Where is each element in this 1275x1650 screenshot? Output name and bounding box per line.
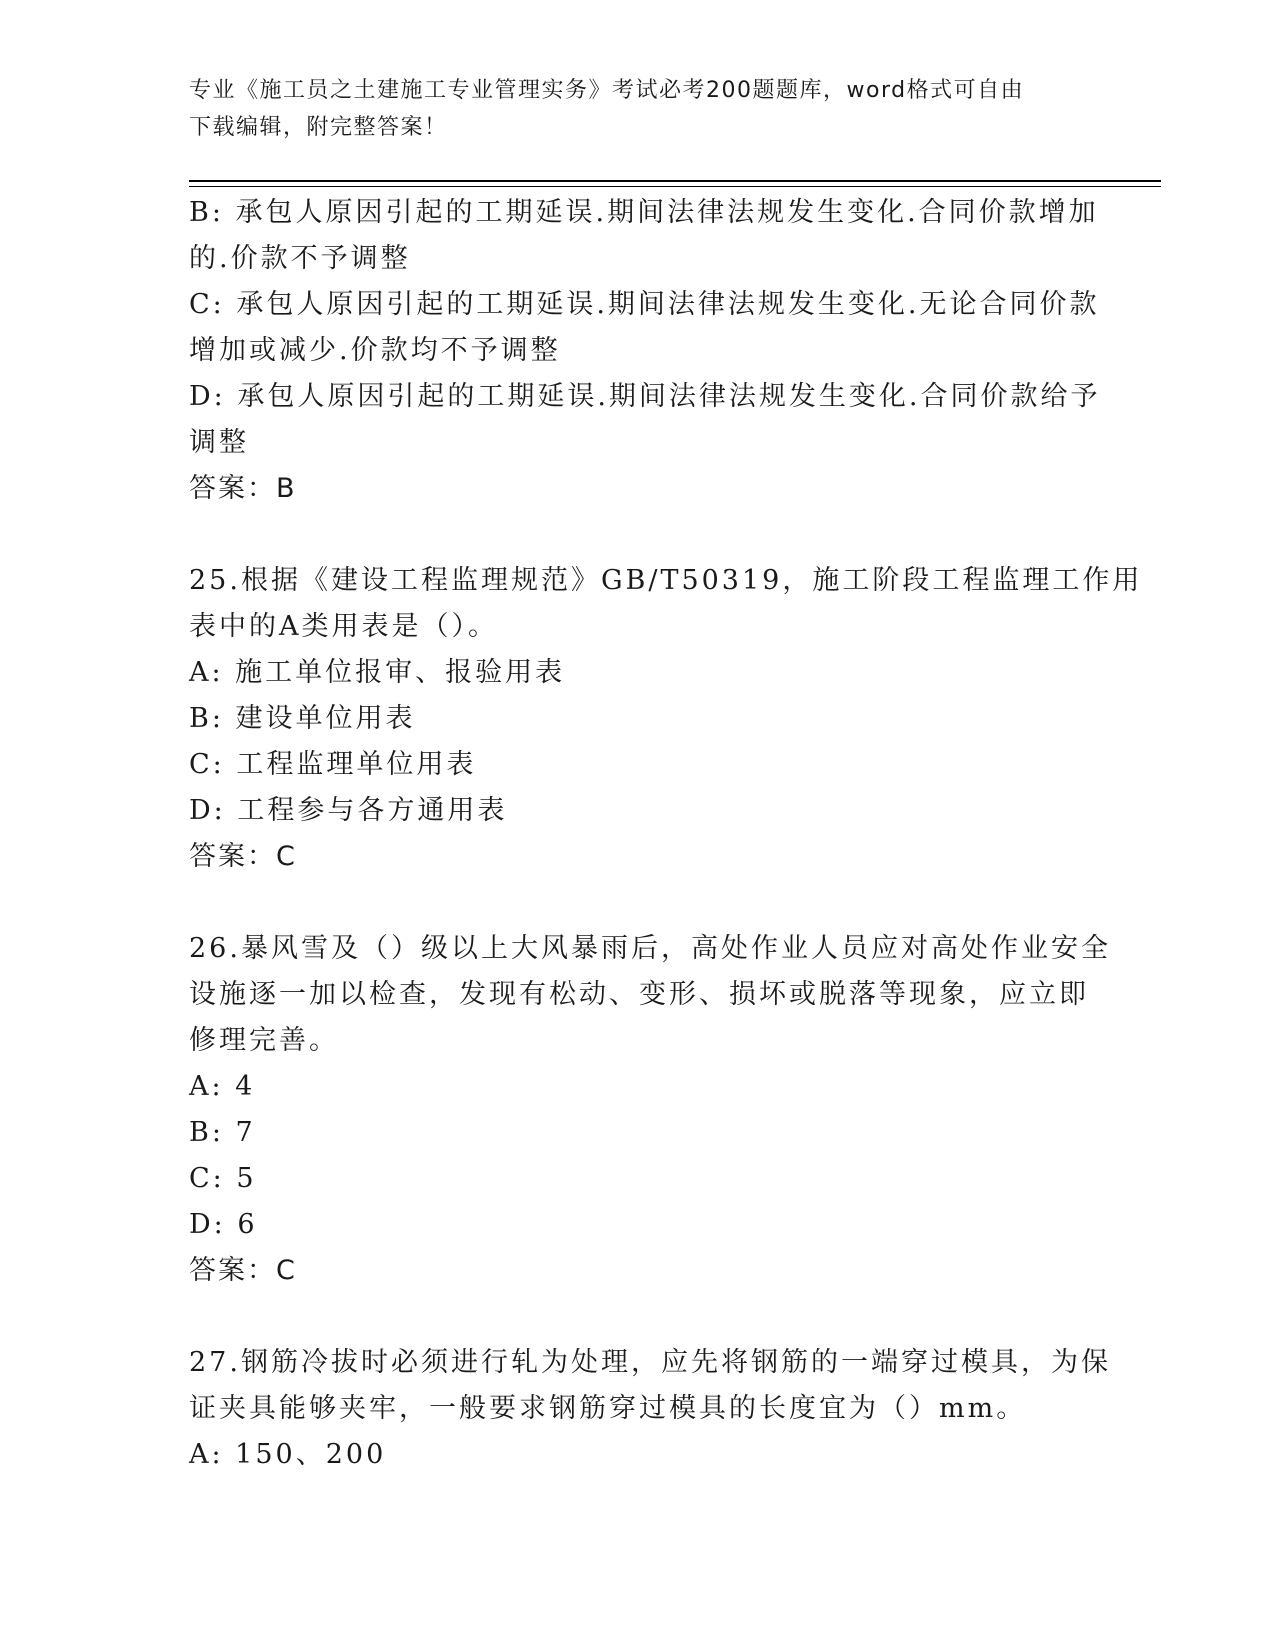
option-c: C: 5: [189, 1163, 257, 1194]
document-header: [189, 72, 1089, 146]
header-rule-thin: [189, 186, 1161, 187]
option-c-line-1: C: 承包人原因引起的工期延误.期间法律法规发生变化.无论合同价款: [189, 289, 1100, 320]
question-block-24: [189, 190, 1101, 512]
question-stem-line-2: 设施逐一加以检查，发现有松动、变形、损坏或脱落等现象，应立即: [189, 979, 1089, 1010]
option-b-line-2: 的.价款不予调整: [189, 243, 411, 274]
question-stem-line-2: 表中的A类用表是（）。: [189, 611, 498, 642]
option-b: B: 7: [189, 1117, 256, 1148]
option-a: A: 150、200: [189, 1439, 387, 1470]
header-line-1: 专业《施工员之土建施工专业管理实务》考试必考200题题库，word格式可自由: [189, 78, 1025, 103]
block-spacer: [189, 880, 1084, 926]
option-c: C: 工程监理单位用表: [189, 749, 477, 780]
option-a: A: 4: [189, 1071, 256, 1102]
question-stem-line-3: 修理完善。: [189, 1025, 339, 1056]
question-block-25: [189, 558, 1143, 880]
answer-line: 答案：C: [189, 841, 297, 872]
option-d: D: 6: [189, 1209, 258, 1240]
option-c-line-2: 增加或减少.价款均不予调整: [189, 335, 561, 366]
question-stem-line-2: 证夹具能够夹牢，一般要求钢筋穿过模具的长度宜为（）mm。: [189, 1393, 1027, 1424]
answer-line: 答案：C: [189, 1255, 297, 1286]
question-content: [189, 190, 1143, 1478]
question-stem-line-1: 25.根据《建设工程监理规范》GB/T50319，施工阶段工程监理工作用: [189, 565, 1143, 596]
block-spacer: [189, 512, 1084, 558]
question-stem-line-1: 27.钢筋冷拔时必须进行轧为处理，应先将钢筋的一端穿过模具，为保: [189, 1347, 1111, 1378]
question-block-26: [189, 926, 1111, 1294]
header-line-2: 下载编辑，附完整答案！: [189, 115, 448, 140]
answer-line: 答案：B: [189, 473, 297, 504]
block-spacer: [189, 1294, 1084, 1340]
question-block-27: [189, 1340, 1111, 1478]
option-a: A: 施工单位报审、报验用表: [189, 657, 566, 688]
option-d-line-2: 调整: [189, 427, 249, 458]
option-b: B: 建设单位用表: [189, 703, 416, 734]
option-b-line-1: B: 承包人原因引起的工期延误.期间法律法规发生变化.合同价款增加: [189, 197, 1099, 228]
question-stem-line-1: 26.暴风雪及（）级以上大风暴雨后，高处作业人员应对高处作业安全: [189, 933, 1111, 964]
option-d: D: 工程参与各方通用表: [189, 795, 508, 826]
option-d-line-1: D: 承包人原因引起的工期延误.期间法律法规发生变化.合同价款给予: [189, 381, 1101, 412]
header-rule-thick: [189, 180, 1161, 182]
